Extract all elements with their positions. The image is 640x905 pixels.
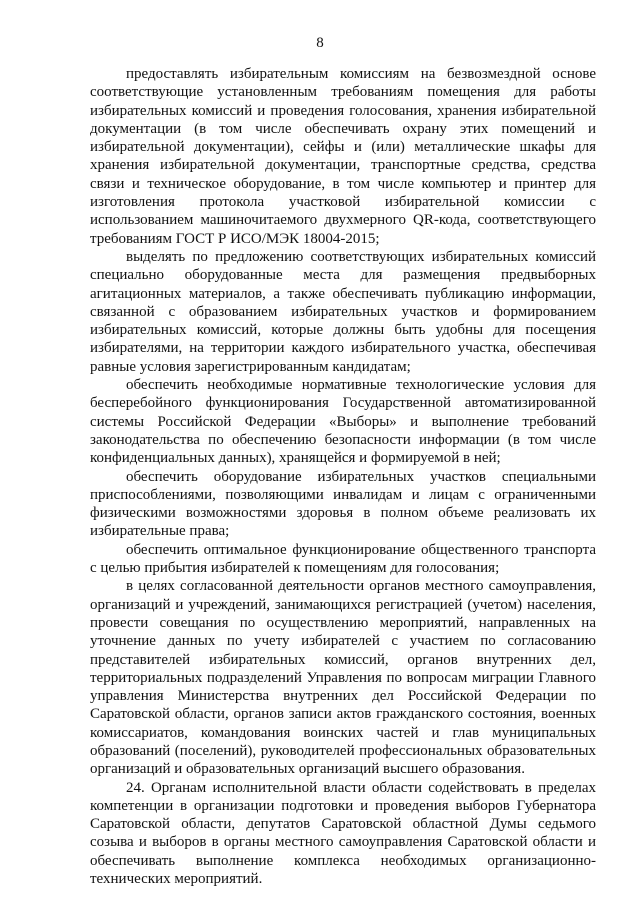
paragraph-item-24: 24. Органам исполнительной власти области содействовать в пределах компетенции в организации подготовки и проведения выборов Губернатора Саратовской области, депутатов Саратовской областной Думы седьмого созыва и выборов в органы местного самоуправления Саратовской области и обеспечивать выполнение комплекса необходимых организационно-технических мероприятий. xyxy=(90,779,596,888)
paragraph-voter-registration: в целях согласованной деятельности органов местного самоуправления, организаций и учреждений, занимающихся регистрацией (учетом) населения, провести совещания по осуществлению мероприятий, направленных на уточнение данных по учету избирателей с участием по согласованию представителей избирательных комиссий, органов внутренних дел, территориальных подразделений Управления по вопросам миграции Главного управления Министерства внутренних дел Российской Федерации по Саратовской области, органов записи актов гражданского состояния, военных комиссариатов, командования воинских частей и глав муниципальных образований (поселений), руководителей профессиональных образовательных организаций и образовательных организаций высшего образования. xyxy=(90,578,596,778)
paragraph-gas-vybory: обеспечить необходимые нормативные технологические условия для бесперебойного функционирования Государственной автоматизированной системы Российской Федерации «Выборы» и выполнение требований законодательства по обеспечению безопасности информации (в том числе конфиденциальных данных), хранящейся и формируемой в ней; xyxy=(90,377,596,467)
document-body xyxy=(90,65,596,888)
page-number: 8 xyxy=(316,35,324,51)
paragraph-campaign-places: выделять по предложению соответствующих избирательных комиссий специально оборудованные места для размещения предвыборных агитационных материалов, а также обеспечивать публикацию информации, связанной с образованием избирательных участков и формированием избирательных комиссий, которые должны быть удобны для посещения избирателями, на территории каждого избирательного участка, обеспечивая равные условия зарегистрированным кандидатам; xyxy=(90,248,596,375)
paragraph-accessibility: обеспечить оборудование избирательных участков специальными приспособлениями, позволяющими инвалидам и лицам с ограниченными физическими возможностями здоровья в полном объеме реализовать их избирательные права; xyxy=(90,468,596,540)
paragraph-premises: предоставлять избирательным комиссиям на безвозмездной основе соответствующие установленным требованиям помещения для работы избирательных комиссий и проведения голосования, хранения избирательной документации (в том числе обеспечивать охрану этих помещений и избирательной документации), сейфы и (или) металлические шкафы для хранения избирательной документации, транспортные средства, средства связи и техническое оборудование, в том числе компьютер и принтер для изготовления протокола участковой избирательной комиссии с использованием машиночитаемого двухмерного QR-кода, соответствующего требованиям ГОСТ Р ИСО/МЭК 18004-2015; xyxy=(90,66,596,247)
paragraph-transport: обеспечить оптимальное функционирование общественного транспорта с целью прибытия избирателей к помещениям для голосования; xyxy=(90,541,596,577)
